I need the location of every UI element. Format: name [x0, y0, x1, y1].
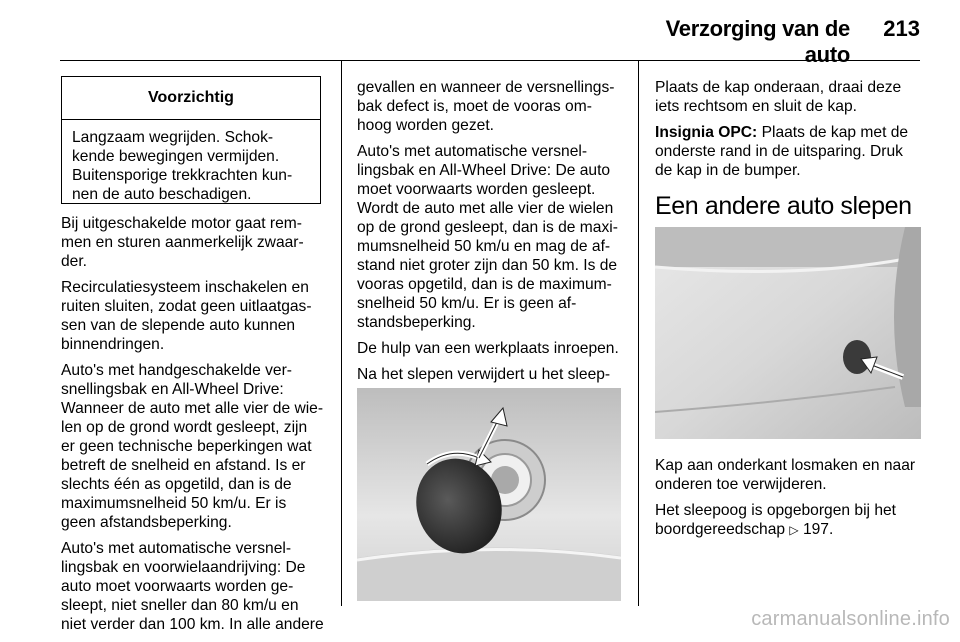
warning-line: Langzaam wegrijden. Schok-	[72, 129, 274, 146]
text-line: ruiten sluiten, zodat geen uitlaatgas-	[61, 298, 312, 315]
page-number: 213	[883, 16, 920, 41]
text-line: auto moet voorwaarts worden ge-	[61, 578, 294, 595]
paragraph	[357, 142, 625, 332]
text-line: Het sleepoog is opgeborgen bij het	[655, 502, 897, 519]
paragraph	[61, 361, 329, 532]
section-heading: Een andere auto slepen	[655, 192, 912, 220]
text-line: der.	[61, 253, 88, 270]
paragraph	[357, 339, 625, 358]
text-line: de kap in de bumper.	[655, 162, 801, 179]
text-line: snellingsbak en All-Wheel Drive:	[61, 381, 284, 398]
text-line: onderste rand in de uitsparing. Druk	[655, 143, 903, 160]
text-line: onderen toe verwijderen.	[655, 476, 827, 493]
bumper-towing-eye-illustration	[655, 227, 921, 439]
warning-line: kende bewegingen vermijden.	[72, 148, 280, 165]
text-line: hoog worden gezet.	[357, 117, 494, 134]
column-divider-1	[341, 60, 342, 606]
text-line: Bij uitgeschakelde motor gaat rem-	[61, 215, 302, 232]
warning-line: nen de auto beschadigen.	[72, 186, 252, 203]
text-line: len op de grond wordt gesleept, zijn	[61, 419, 308, 436]
text-line: moet voorwaarts worden gesleept.	[357, 181, 596, 198]
text-line: bak defect is, moet de vooras om-	[357, 98, 592, 115]
text-line: mumsnelheid 50 km/u en mag de af-	[357, 238, 611, 255]
towing-eye-cover-illustration	[357, 388, 621, 601]
text-line: Auto's met handgeschakelde ver-	[61, 362, 292, 379]
warning-heading: Voorzichtig	[62, 77, 320, 120]
header-rule	[60, 60, 920, 61]
text-line: betreft de snelheid en afstand. Is er	[61, 457, 306, 474]
text-line: Plaats de kap onderaan, draai deze	[655, 79, 902, 96]
text-line: geen afstandsbeperking.	[61, 514, 232, 531]
text-line: snelheid 50 km/u. Er is geen af-	[357, 295, 577, 312]
text-line: iets rechtsom en sluit de kap.	[655, 98, 857, 115]
column-2	[357, 78, 625, 410]
warning-text	[62, 120, 320, 204]
text-line: Kap aan onderkant losmaken en naar	[655, 457, 916, 474]
text-line: boordgereedschap	[655, 521, 790, 538]
text-line: Na het slepen verwijdert u het sleep-	[357, 366, 611, 383]
text-line: slechts één as opgetild, dan is de	[61, 476, 292, 493]
text-line: lingsbak en All-Wheel Drive: De auto	[357, 162, 611, 179]
text-line: Wordt de auto met alle vier de wielen	[357, 200, 614, 217]
text-line: sen van de slepende auto kunnen	[61, 317, 296, 334]
text-line: binnendringen.	[61, 336, 165, 353]
text-line: Recirculatiesysteem inschakelen en	[61, 279, 309, 296]
text-line: standsbeperking.	[357, 314, 476, 331]
reference-arrow-icon: ▷	[789, 523, 799, 537]
bold-label: Insignia OPC:	[655, 124, 758, 141]
text-line: stand niet groter zijn dan 50 km. Is de	[357, 257, 618, 274]
paragraph	[61, 539, 329, 634]
text-line: lingsbak en voorwielaandrijving: De	[61, 559, 306, 576]
column-divider-2	[638, 60, 639, 606]
text-line: gevallen en wanneer de versnellings-	[357, 79, 615, 96]
paragraph	[655, 78, 921, 116]
text-line: Auto's met automatische versnel-	[61, 540, 292, 557]
text-line: De hulp van een werkplaats inroepen.	[357, 340, 619, 357]
header-title: Verzorging van de auto	[665, 16, 850, 67]
text-line: Wanneer de auto met alle vier de wie-	[61, 400, 324, 417]
watermark: carmanualsonline.info	[751, 608, 950, 630]
text-line: niet verder dan 100 km. In alle andere	[61, 616, 324, 633]
text-line: vooras opgetild, dan is de maximum-	[357, 276, 612, 293]
page-reference: 197.	[798, 521, 834, 538]
paragraph	[655, 456, 921, 494]
warning-box	[61, 76, 321, 204]
text-line: sleept, niet sneller dan 80 km/u en	[61, 597, 299, 614]
text-line: maximumsnelheid 50 km/u. Er is	[61, 495, 287, 512]
paragraph	[61, 278, 329, 354]
warning-line: Buitensporige trekkrachten kun-	[72, 167, 293, 184]
text-line: op de grond gesleept, dan is de maxi-	[357, 219, 618, 236]
paragraph	[357, 78, 625, 135]
column-3-lower	[655, 456, 921, 547]
text-line: Plaats de kap met de	[757, 124, 909, 141]
paragraph	[655, 123, 921, 180]
paragraph	[655, 501, 921, 540]
text-line: Auto's met automatische versnel-	[357, 143, 588, 160]
text-line: er geen technische beperkingen wat	[61, 438, 312, 455]
paragraph	[61, 214, 329, 271]
text-line: men en sturen aanmerkelijk zwaar-	[61, 234, 304, 251]
column-1	[61, 214, 329, 641]
column-3	[655, 78, 921, 187]
